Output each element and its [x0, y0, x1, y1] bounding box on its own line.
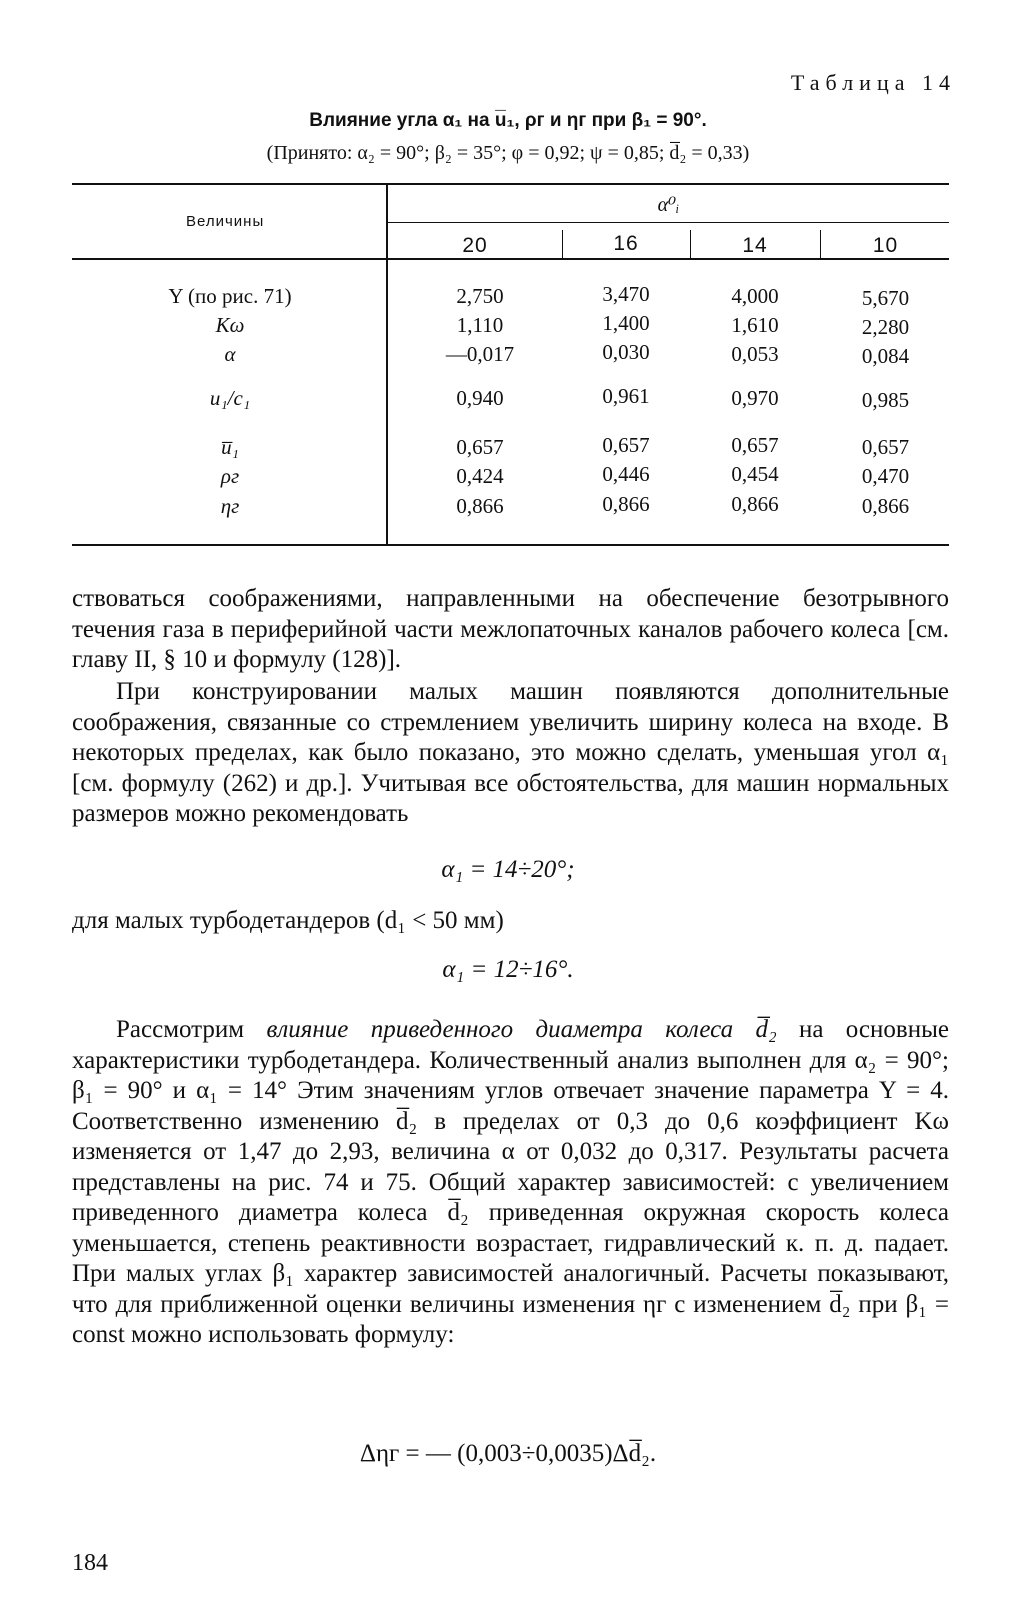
row-label-u1-bar: u̅₁ [221, 435, 239, 459]
group-header-rule [388, 222, 949, 223]
col-head-20: 20 [462, 234, 488, 257]
cell: 0,030 [602, 340, 650, 364]
table-top-rule [72, 183, 949, 185]
cell: 0,961 [602, 384, 650, 408]
cell: 0,657 [731, 433, 779, 457]
cell: 0,866 [731, 492, 779, 516]
paragraph-1-text: ствоваться соображениями, направленными на обеспечение безотрывного течения газа в периферийной части межлопаточных каналов рабочего колеса [см. главу II, § 10 и формулу (128)]. [72, 585, 949, 673]
paragraph-1 [72, 584, 949, 676]
col-head-14: 14 [742, 234, 768, 257]
row-label-rho: ρг [220, 464, 240, 488]
cell: 4,000 [731, 284, 779, 308]
formula-1: α₁ = 14÷20°; [441, 856, 575, 883]
formula-2: α₁ = 12÷16°. [442, 956, 574, 983]
cell: 1,610 [731, 313, 779, 337]
col-head-16: 16 [613, 232, 639, 255]
cell: 0,866 [861, 494, 910, 518]
cell: 0,053 [731, 342, 779, 366]
paragraph-3-text: для малых турбодетандеров (d₁ < 50 мм) [72, 907, 504, 934]
cell: 0,940 [456, 386, 504, 410]
paragraph-2 [72, 677, 949, 830]
cell: 0,866 [602, 492, 650, 516]
cell: 0,657 [602, 433, 650, 457]
cell: 0,657 [861, 435, 910, 459]
paragraph-4 [72, 1015, 949, 1351]
cell: —0,017 [445, 342, 515, 366]
group-header-alpha: α⁰ᵢ [657, 194, 680, 216]
paragraph-4-text [72, 1015, 949, 1351]
cell: 3,470 [602, 282, 650, 306]
col-divider-3 [820, 230, 821, 258]
row-label-eta: ηг [220, 494, 240, 518]
paragraph-4-rest: на основные характеристики турбодетандера. Количественный анализ выполнен для α₂ = 90°; β₁ = 90° и α₁ = 14° Этим значениям углов отвечает значение параметра Y = 4. Соответственно изменению d̅₂ в пределах от 0,3 до 0,6 коэффициент Kω изменяется от 1,47 до 2,93, величина α от 0,032 до 0,317. Результаты расчета представлены на рис. 74 и 75. Общий характер зависимостей: с увеличением приведенного диаметра колеса d̅₂ приведенная окружная скорость колеса уменьшается, степень реактивности возрастает, гидравлический к. п. д. падает. При малых углах β₁ характер зависимостей аналогичный. Расчеты показывают, что для приближенной оценки величины изменения ηг с изменением d̅₂ при β₁ = const можно использовать формулу: [72, 1016, 949, 1348]
table-subtitle: (Принято: α₂ = 90°; β₂ = 35°; φ = 0,92; ψ = 0,85; d̅₂ = 0,33) [266, 142, 750, 164]
cell: 2,280 [861, 315, 910, 339]
col-head-10: 10 [872, 234, 899, 257]
cell: 0,446 [602, 462, 650, 486]
column-header-quantities: Величины [186, 213, 265, 230]
col-divider-2 [690, 230, 691, 258]
table-divider [386, 183, 388, 545]
paragraph-2-text: При конструировании малых машин появляются дополнительные соображения, связанные со стремлением увеличить ширину колеса на входе. В некоторых пределах, как было показано, это можно сделать, уменьшая угол α₁ [см. формулу (262) и др.]. Учитывая все обстоятельства, для машин нормальных размеров можно рекомендовать [72, 678, 949, 827]
table-header-rule [72, 258, 949, 260]
col-divider-1 [562, 230, 563, 258]
formula-3: Δηг = — (0,003÷0,0035)Δd̅₂. [359, 1440, 657, 1467]
paragraph-3 [72, 906, 949, 937]
table-title: Влияние угла α₁ на u̅₁, ρг и ηг при β₁ = 90°. [309, 110, 707, 131]
paragraph-4-italic: влияние приведенного диаметра колеса d̅₂ [266, 1016, 777, 1043]
row-label-alpha: α [224, 342, 236, 366]
cell: 1,110 [456, 313, 504, 337]
page-number: 184 [72, 1550, 108, 1576]
cell: 0,657 [456, 435, 504, 459]
cell: 0,454 [731, 462, 779, 486]
cell: 0,866 [456, 494, 504, 518]
cell: 1,400 [602, 311, 650, 335]
cell: 2,750 [456, 284, 504, 308]
cell: 0,985 [861, 388, 910, 412]
table-label: Таблица 14 [790, 70, 956, 95]
table-bottom-rule [72, 544, 949, 546]
cell: 0,470 [861, 464, 910, 488]
cell: 0,424 [456, 464, 504, 488]
paragraph-4-start: Рассмотрим [116, 1016, 267, 1043]
row-label-y: Y (по рис. 71) [168, 284, 292, 308]
row-label-u1-c1: u₁/c₁ [209, 386, 251, 410]
cell: 0,970 [731, 386, 779, 410]
cell: 5,670 [861, 286, 910, 310]
cell: 0,084 [861, 344, 910, 368]
row-label-kw: Kω [215, 313, 245, 337]
